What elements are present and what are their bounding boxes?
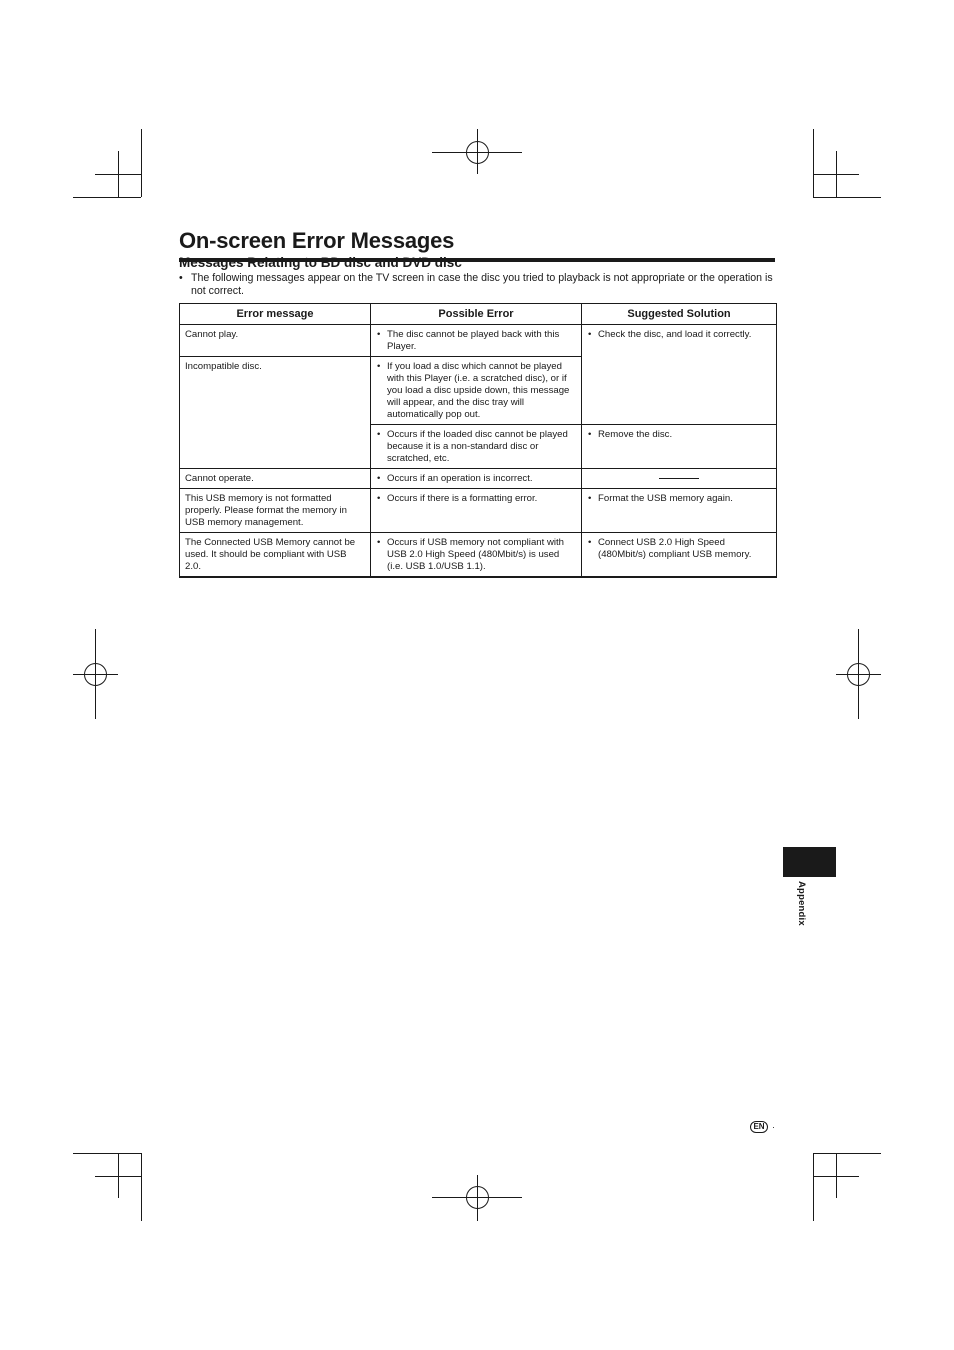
crop-mark-line [95, 174, 141, 175]
appendix-tab-marker [783, 847, 836, 877]
suggested-solution-cell [582, 533, 777, 578]
language-badge: EN [750, 1121, 768, 1133]
possible-error-text: Occurs if an operation is incorrect. [387, 473, 533, 484]
bullet-icon: • [588, 537, 592, 548]
crop-mark-line [813, 197, 881, 198]
error-message-cell: Cannot operate. [180, 469, 371, 489]
crop-mark-line [73, 1153, 141, 1154]
intro-paragraph [179, 272, 779, 298]
bullet-icon: • [377, 361, 381, 372]
possible-error-text: If you load a disc which cannot be played with this Player (i.e. a scratched disc), or if you load a disc upside down, this message will appear, and the disc tray will automatically pop out. [387, 361, 570, 420]
suggested-solution-text: Format the USB memory again. [598, 493, 733, 504]
suggested-solution-text: Remove the disc. [598, 429, 673, 440]
bullet-icon: • [377, 329, 381, 340]
page-title: On-screen Error Messages [179, 227, 775, 262]
bullet-icon: • [377, 493, 381, 504]
possible-error-text: Occurs if USB memory not compliant with USB 2.0 High Speed (480Mbit/s) is used (i.e. USB 1.0/USB 1.1). [387, 537, 565, 572]
crop-mark-line [813, 1176, 859, 1177]
section-heading: Messages Relating to BD disc and DVD disc [179, 255, 462, 270]
column-header-possible-error: Possible Error [371, 304, 582, 325]
suggested-solution-cell [582, 425, 777, 469]
possible-error-cell [371, 425, 582, 469]
suggested-solution-text: Connect USB 2.0 High Speed (480Mbit/s) compliant USB memory. [598, 537, 752, 560]
table-row [180, 469, 777, 489]
page-number-dot: · [772, 1122, 775, 1132]
suggested-solution-cell [582, 325, 777, 425]
empty-dash [659, 478, 699, 479]
table-row [180, 325, 777, 357]
crop-mark-line [813, 129, 814, 197]
possible-error-text: The disc cannot be played back with this Player. [387, 329, 560, 352]
error-message-cell: Cannot play. [180, 325, 371, 357]
possible-error-text: Occurs if the loaded disc cannot be played because it is a non-standard disc or scratched, etc. [387, 429, 568, 464]
table-row [180, 489, 777, 533]
bullet-icon: • [377, 537, 381, 548]
crop-mark-line [813, 1153, 814, 1221]
column-header-suggested-solution: Suggested Solution [582, 304, 777, 325]
bullet-icon: • [377, 429, 381, 440]
bullet-icon: • [588, 429, 592, 440]
suggested-solution-text: Check the disc, and load it correctly. [598, 329, 752, 340]
registration-mark-circle [847, 663, 870, 686]
error-messages-table [179, 303, 777, 578]
suggested-solution-cell [582, 489, 777, 533]
error-message-cell: Incompatible disc. [180, 357, 371, 469]
crop-mark-line [813, 174, 859, 175]
registration-mark-circle [466, 141, 489, 164]
crop-mark-line [141, 1153, 142, 1221]
possible-error-cell [371, 533, 582, 578]
possible-error-cell [371, 469, 582, 489]
crop-mark-line [73, 197, 141, 198]
bullet-icon: • [377, 473, 381, 484]
possible-error-cell [371, 325, 582, 357]
bullet-icon: • [588, 329, 592, 340]
bullet-icon: • [588, 493, 592, 504]
table-row [180, 533, 777, 578]
crop-mark-line [813, 1153, 881, 1154]
error-message-cell: The Connected USB Memory cannot be used. It should be compliant with USB 2.0. [180, 533, 371, 578]
error-message-cell: This USB memory is not formatted properly. Please format the memory in USB memory management. [180, 489, 371, 533]
appendix-label: Appendix [796, 881, 807, 926]
possible-error-cell [371, 489, 582, 533]
suggested-solution-cell [582, 469, 777, 489]
crop-mark-line [141, 129, 142, 197]
table-header-row [180, 304, 777, 325]
crop-mark-line [95, 1176, 141, 1177]
column-header-error-message: Error message [180, 304, 371, 325]
registration-mark-circle [466, 1186, 489, 1209]
registration-mark-circle [84, 663, 107, 686]
bullet-icon: • [179, 272, 183, 284]
intro-text: The following messages appear on the TV screen in case the disc you tried to playback is not appropriate or the operation is not correct. [191, 272, 773, 297]
possible-error-text: Occurs if there is a formatting error. [387, 493, 538, 504]
possible-error-cell [371, 357, 582, 425]
